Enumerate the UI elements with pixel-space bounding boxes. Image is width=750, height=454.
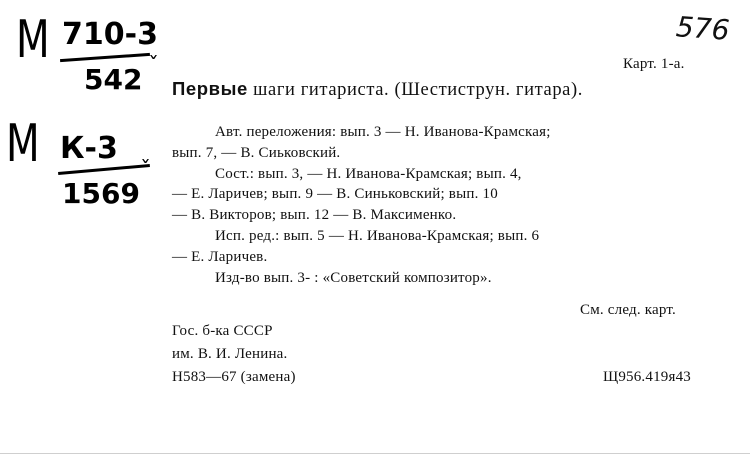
shelfmark-divider [60, 53, 150, 62]
check-mark-icon: ˇ [148, 54, 159, 79]
card-number: Карт. 1-а. [623, 56, 685, 72]
classification-code: Щ956.419я43 [603, 369, 691, 385]
shelfmark-denominator: 1569 [62, 177, 140, 210]
responsibility-line: Сост.: вып. 3, — Н. Иванова-Крамская; вып. 4, [215, 165, 522, 182]
check-mark-icon: ˇ [140, 158, 151, 183]
shelfmark-number: К-3 [60, 131, 118, 166]
responsibility-line: вып. 7, — В. Сиьковский. [172, 144, 341, 161]
see-also-note: См. след. карт. [580, 302, 676, 318]
responsibility-line: Исп. ред.: вып. 5 — Н. Иванова-Крамская; вып. 6 [215, 228, 540, 244]
responsibility-line: Изд-во вып. 3- : «Советский композитор». [215, 269, 492, 286]
shelfmark-letter: М [6, 114, 40, 174]
shelfmark-number: 710-3 [62, 17, 158, 52]
responsibility-line: — Е. Ларичев. [172, 248, 268, 265]
responsibility-line: — В. Викторов; вып. 12 — В. Максименко. [172, 207, 457, 224]
title-bold: Первые [172, 78, 248, 99]
shelfmark-letter: М [16, 10, 50, 70]
book-title [172, 78, 583, 101]
responsibility-line: — Е. Ларичев; вып. 9 — В. Синьковский; вып. 10 [172, 186, 498, 203]
title-rest: шаги гитариста. (Шестиструн. гитара). [247, 80, 583, 100]
responsibility-line: Авт. переложения: вып. 3 — Н. Иванова-Крамская; [215, 124, 551, 140]
shelfmark-denominator: 542 [84, 63, 143, 96]
library-name: Гос. б-ка СССР [172, 323, 273, 339]
inventory-number: 576 [674, 10, 731, 47]
card-order-number: Н583—67 (замена) [172, 369, 296, 385]
library-name: им. В. И. Ленина. [172, 346, 288, 362]
